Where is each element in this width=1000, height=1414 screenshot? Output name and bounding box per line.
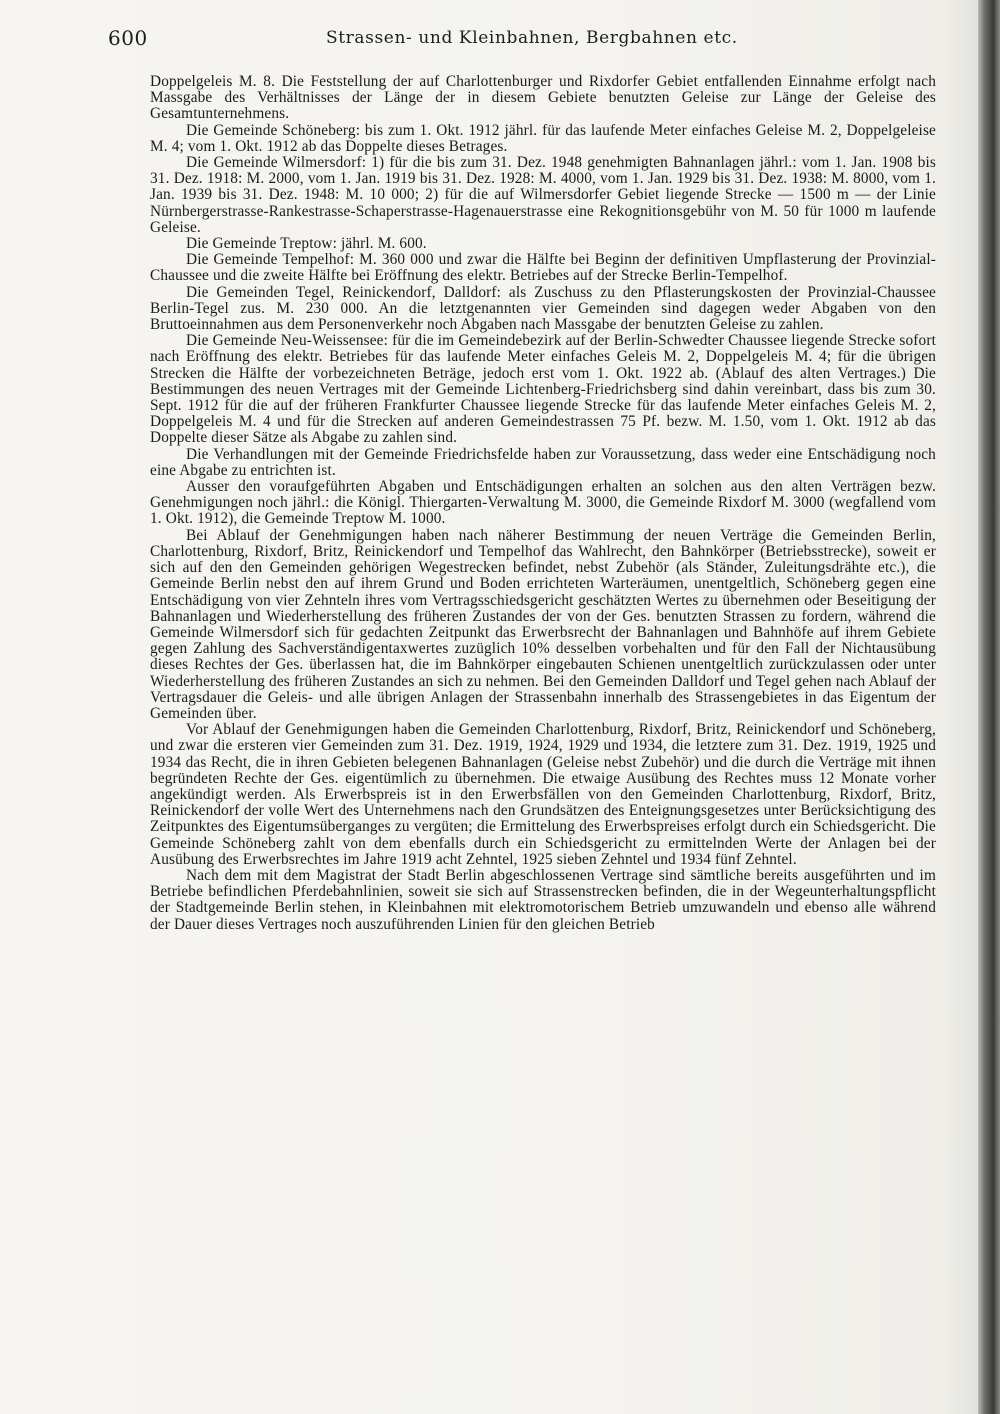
page-number: 600	[108, 26, 148, 50]
paragraph: Ausser den voraufgeführten Abgaben und Entschädigungen erhalten an solchen aus den alten Verträgen bezw. Genehmigungen noch jährl.: die Königl. Thiergarten-Verwaltung M. 3000, die Gemeinde Rixdorf M. 3000 (wegfallend vom 1. Okt. 1912), die Gemeinde Treptow M. 1000.	[150, 478, 936, 528]
paragraph: Die Gemeinde Wilmersdorf: 1) für die bis zum 31. Dez. 1948 genehmigten Bahnanlagen jährl.: vom 1. Jan. 1908 bis 31. Dez. 1918: M. 2000, vom 1. Jan. 1919 bis 31. Dez. 1928: M. 4000, vom 1. Jan. 1929 bis 31. Dez. 1938: M. 8000, vom 1. Jan. 1939 bis 31. Dez. 1948: M. 10 000; 2) für die auf Wilmersdorfer Gebiet liegende Strecke — 1500 m — der Linie Nürnbergerstrasse-Rankestrasse-Schaperstrasse-Hagenauerstrasse eine Rekognitionsgebühr von M. 50 für 1000 m laufende Geleise.	[150, 154, 936, 236]
paragraph: Die Gemeinde Schöneberg: bis zum 1. Okt. 1912 jährl. für das laufende Meter einfaches Geleise M. 2, Doppelgeleise M. 4; vom 1. Okt. 1912 ab das Doppelte dieses Betrages.	[150, 121, 936, 155]
page-header	[108, 26, 938, 56]
paragraph: Die Gemeinde Treptow: jährl. M. 600.	[186, 235, 427, 253]
paragraph: Doppelgeleis M. 8. Die Feststellung der auf Charlottenburger und Rixdorfer Gebiet entfallenden Einnahme erfolgt nach Massgabe des Verhältnisses der Länge der in diesem Gebiete benutzten Geleise zur Länge der Geleise des Gesamtunternehmens.	[150, 73, 936, 123]
paragraph: Die Verhandlungen mit der Gemeinde Friedrichsfelde haben zur Voraussetzung, dass weder eine Entschädigung noch eine Abgabe zu entrichten ist.	[150, 445, 936, 479]
paragraph: Die Gemeinde Tempelhof: M. 360 000 und zwar die Hälfte bei Beginn der definitiven Umpflasterung der Provinzial-Chaussee und die zweite Hälfte bei Eröffnung des elektr. Betriebes auf der Strecke Berlin-Tempelhof.	[150, 251, 936, 285]
gutter-shadow	[945, 0, 978, 1414]
paragraph: Die Gemeinden Tegel, Reinickendorf, Dalldorf: als Zuschuss zu den Pflasterungskosten der Provinzial-Chaussee Berlin-Tegel zus. M. 230 000. An die letztgenannten vier Gemeinden sind dagegen weder Abgaben von den Bruttoeinnahmen aus dem Personenverkehr noch Abgaben nach Massgabe der benutzten Geleise zu zahlen.	[150, 283, 936, 334]
body-text	[150, 74, 936, 933]
paragraph: Bei Ablauf der Genehmigungen haben nach näherer Bestimmung der neuen Verträge die Gemeinden Berlin, Charlottenburg, Rixdorf, Britz, Reinickendorf und Tempelhof das Wahlrecht, den Bahnkörper (Betriebsstrecke), soweit er sich auf den den Gemeinden gehörigen Wegestrecken befindet, nebst Zubehör (als Ständer, Zuleitungsdrähte etc.), die Gemeinde Berlin nebst den auf ihrem Grund und Boden errichteten Warteräumen, unentgeltlich, Schöneberg gegen eine Entschädigung von vier Zehnteln ihres vom Vertragsschiedsgericht geschätzten Wertes zu übernehmen oder Beseitigung der Bahnanlagen und Wiederherstellung des früheren Zustandes der von der Ges. benutzten Strassen zu fordern, während die Gemeinde Wilmersdorf sich für gedachten Zeitpunkt das Erwerbsrecht der Bahnanlagen und Bahnhöfe auf ihrem Gebiete gegen Zahlung des Sachverständigentaxwertes zuzüglich 10% desselben vorbehalten und für den Fall der Nichtausübung dieses Rechtes der Ges. überlassen hat, die im Bahnkörper eingebauten Schienen unentgeltlich zurückzulassen oder unter Wiederherstellung des früheren Zustandes an sich zu nehmen. Bei den Gemeinden Dalldorf und Tegel gehen nach Ablauf der Vertragsdauer die Geleis- und alle übrigen Anlagen der Strassenbahn innerhalb des Strassengebietes in das Eigentum der Gemeinden über.	[150, 526, 936, 722]
paragraph: Die Gemeinde Neu-Weissensee: für die im Gemeindebezirk auf der Berlin-Schwedter Chaussee liegende Strecke sofort nach Eröffnung des elektr. Betriebes für das laufende Meter einfaches Geleis M. 2, Doppelgeleis M. 4; für die übrigen Strecken die Hälfte der vorbezeichneten Beträge, jedoch erst vom 1. Okt. 1922 ab. (Ablauf des alten Vertrages.) Die Bestimmungen des neuen Vertrages mit der Gemeinde Lichtenberg-Friedrichsberg sind dahin vereinbart, dass bis zum 30. Sept. 1912 für die auf der früheren Frankfurter Chaussee liegende Strecke für das laufende Meter einfaches Geleis M. 2, Doppelgeleis M. 4 und für die Strecken auf anderen Gemeindestrassen 75 Pf. bezw. M. 1.50, vom 1. Okt. 1912 ab das Doppelte dieser Sätze als Abgabe zu zahlen sind.	[150, 332, 936, 447]
book-spine-edge	[978, 0, 1000, 1414]
paragraph: Nach dem mit dem Magistrat der Stadt Berlin abgeschlossenen Vertrage sind sämtliche bereits ausgeführten und im Betriebe befindlichen Pferdebahnlinien, soweit sie sich auf Strassenstrecken befinden, die in der Wegeunterhaltungspflicht der Stadtgemeinde Berlin stehen, in Kleinbahnen mit elektromotorischem Betrieb umzuwandeln und ebenso alle während der Dauer dieses Vertrages noch auszuführenden Linien für den gleichen Betrieb	[150, 866, 936, 933]
running-title: Strassen- und Kleinbahnen, Bergbahnen etc.	[326, 28, 738, 48]
paragraph: Vor Ablauf der Genehmigungen haben die Gemeinden Charlottenburg, Rixdorf, Britz, Reinickendorf und Schöneberg, und zwar die ersteren vier Gemeinden zum 31. Dez. 1919, 1924, 1929 und 1934, die letztere zum 31. Dez. 1919, 1925 und 1934 das Recht, die in ihren Gebieten belegenen Bahnanlagen (Geleise nebst Zubehör) und die durch die Verträge mit ihnen begründeten Rechte der Ges. eigentümlich zu übernehmen. Die etwaige Ausübung des Rechtes muss 12 Monate vorher angekündigt werden. Als Erwerbspreis ist in den Erwerbsfällen von den Gemeinden Charlottenburg, Rixdorf, Britz, Reinickendorf der volle Wert des Unternehmens nach den Grundsätzen des Enteignungsgesetzes unter Berücksichtigung des Zeitpunktes des Eigentumsüberganges zu vergüten; die Ermittelung des Erwerbspreises erfolgt durch ein Schiedsgericht. Die Gemeinde Schöneberg zahlt von dem ebenfalls durch ein Schiedsgericht zu ermittelnden Werte der Anlagen bei der Ausübung des Erwerbsrechtes im Jahre 1919 acht Zehntel, 1925 sieben Zehntel und 1934 fünf Zehntel.	[150, 721, 936, 868]
